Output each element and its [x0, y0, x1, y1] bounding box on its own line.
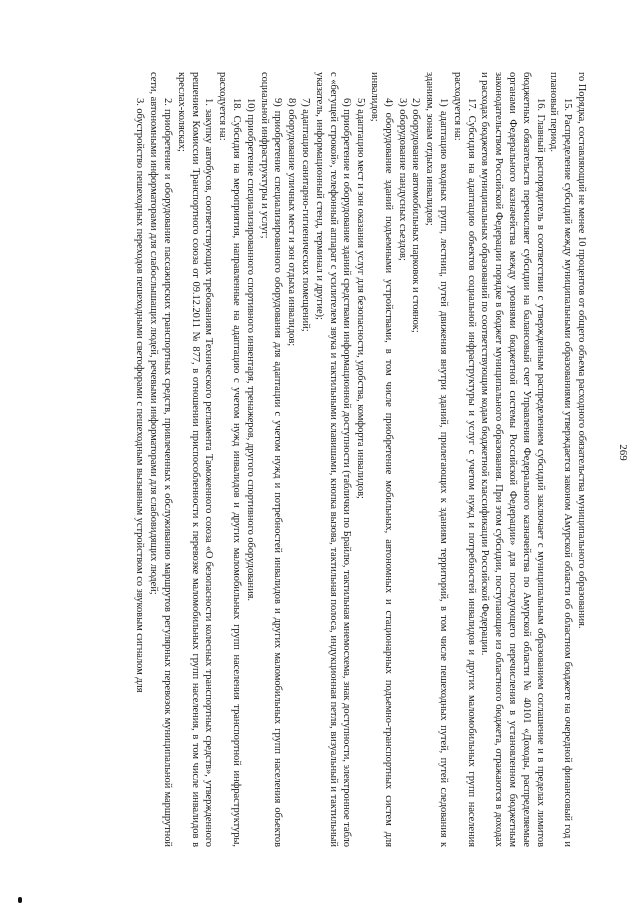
list-item-17-5: 5) адаптацию мест и зон оказания услуг для безопасности, удобства, комфорта инвалидов; [355, 98, 367, 499]
list-item-17-4: 4) оборудование зданий подъемными устройствами, в том числе приобретение мобильных, автономных и стационарных подъемно-транспортных систем для инвалидов; [369, 72, 394, 847]
list-item-17-2: 2) оборудование автомобильных парковок и стоянок; [410, 98, 422, 333]
paragraph-item-18: 18. Субсидия на мероприятия, направленные на адаптацию с учетом нужд инвалидов и других маломобильных групп населения транспортной инфраструктуры, расходуется на: [217, 72, 243, 847]
list-item-17-9: 9) приобретение специализированного оборудования для адаптации с учетом нужд и потребностей инвалидов и других маломобильных групп населения объектов социальной инфраструктуры и услуг; [258, 72, 284, 847]
list-item-17-10: 10) приобретение специализированного спортивного инвентаря, тренажеров, другого спортивного оборудования. [244, 98, 256, 602]
list-item-17-7: 7) адаптацию санитарно-гигиенических помещений; [300, 98, 312, 332]
list-item-17-8: 8) оборудование уличных мест и зон отдыха инвалидов; [286, 98, 298, 347]
list-item-18-3: 3. обустройство пешеходных переходов пешеходными светофорами с пешеходным вызывным устройством со звуковым сигналом для [134, 98, 146, 693]
page-number: 269 [617, 444, 629, 461]
paragraph-item-17: 17. Субсидия на адаптацию объектов социальной инфраструктуры и услуг с учетом нужд и потребностей инвалидов и других маломобильных групп населения расходуется на: [451, 72, 477, 847]
list-item-18-2: 2. приобретение и оборудование пассажирских транспортных средств, привлеченных к обслуживанию маршрутов регулярных перевозок муниципальной маршрутной сети, автономными информаторами для слабослышащих людей, речевыми информаторами для слабовидящих людей; [148, 72, 174, 847]
list-item-18-1: 1. закупку автобусов, соответствующих требованиям Технического регламента Таможенного союза «О безопасности колесных транспортных средств», утвержденного решением Комиссии Транспортного союза от 09.12.2011 № 877, в отношении приспособленности к перевозке маломобильных групп населения, в том числе инвалидов в креслах-колясках; [175, 72, 215, 847]
scan-speck-mark [18, 897, 22, 903]
paragraph-item-15: 15. Распределение субсидий между муниципальными образованиями утверждается законом Амурской области об областном бюджете на очередной финансовый год и плановый период. [548, 72, 574, 847]
list-item-17-1: 1) адаптацию входных групп, лестниц, путей движения внутри зданий, прилегающих к зданиям территорий, в том числе пешеходных путей, путей следования к зданиям, зонам отдыха инвалидов; [424, 72, 450, 847]
list-item-17-6: 6) приобретение и оборудование зданий средствами информационной доступности (таблички по Брайлю, тактильная мнемосхема, знак доступности, электронное табло с «бегущей строкой», телефонный аппарат с усилителем звука и тактильными клавишами, кнопка вызова, тактильная полоса, индукционная петля, визуальный и тактильный указатель, информационный стенд, терминал и другие); [313, 72, 353, 847]
paragraph-item-16: 16. Главный распорядитель в соответствии с утвержденным распределением субсидий заключает с муниципальным образованием соглашение и в пределах лимитов бюджетных обязательств перечисляет субсидии на балансовый счет Управления Федерального казначейства по Амурской области № 40101 «Доходы, распределяемые органами Федерального казначейства между уровнями бюджетной системы Российской Федерации» для последующего перечисления в установленном бюджетным законодательством Российской Федерации порядке в бюджет муниципального образования. При этом субсидии, поступающие из областного бюджета, отражаются в доходах и расходах бюджетов муниципальных образований по соответствующим кодам бюджетной классификации Российской Федерации. [479, 72, 546, 847]
list-item-17-3: 3) оборудование пандусных съездов; [396, 98, 408, 261]
paragraph-continuation: го Порядка, составляющий не менее 10 процентов от общего объема расходного обязательства муниципального образования. [576, 72, 587, 629]
document-body [133, 72, 588, 847]
